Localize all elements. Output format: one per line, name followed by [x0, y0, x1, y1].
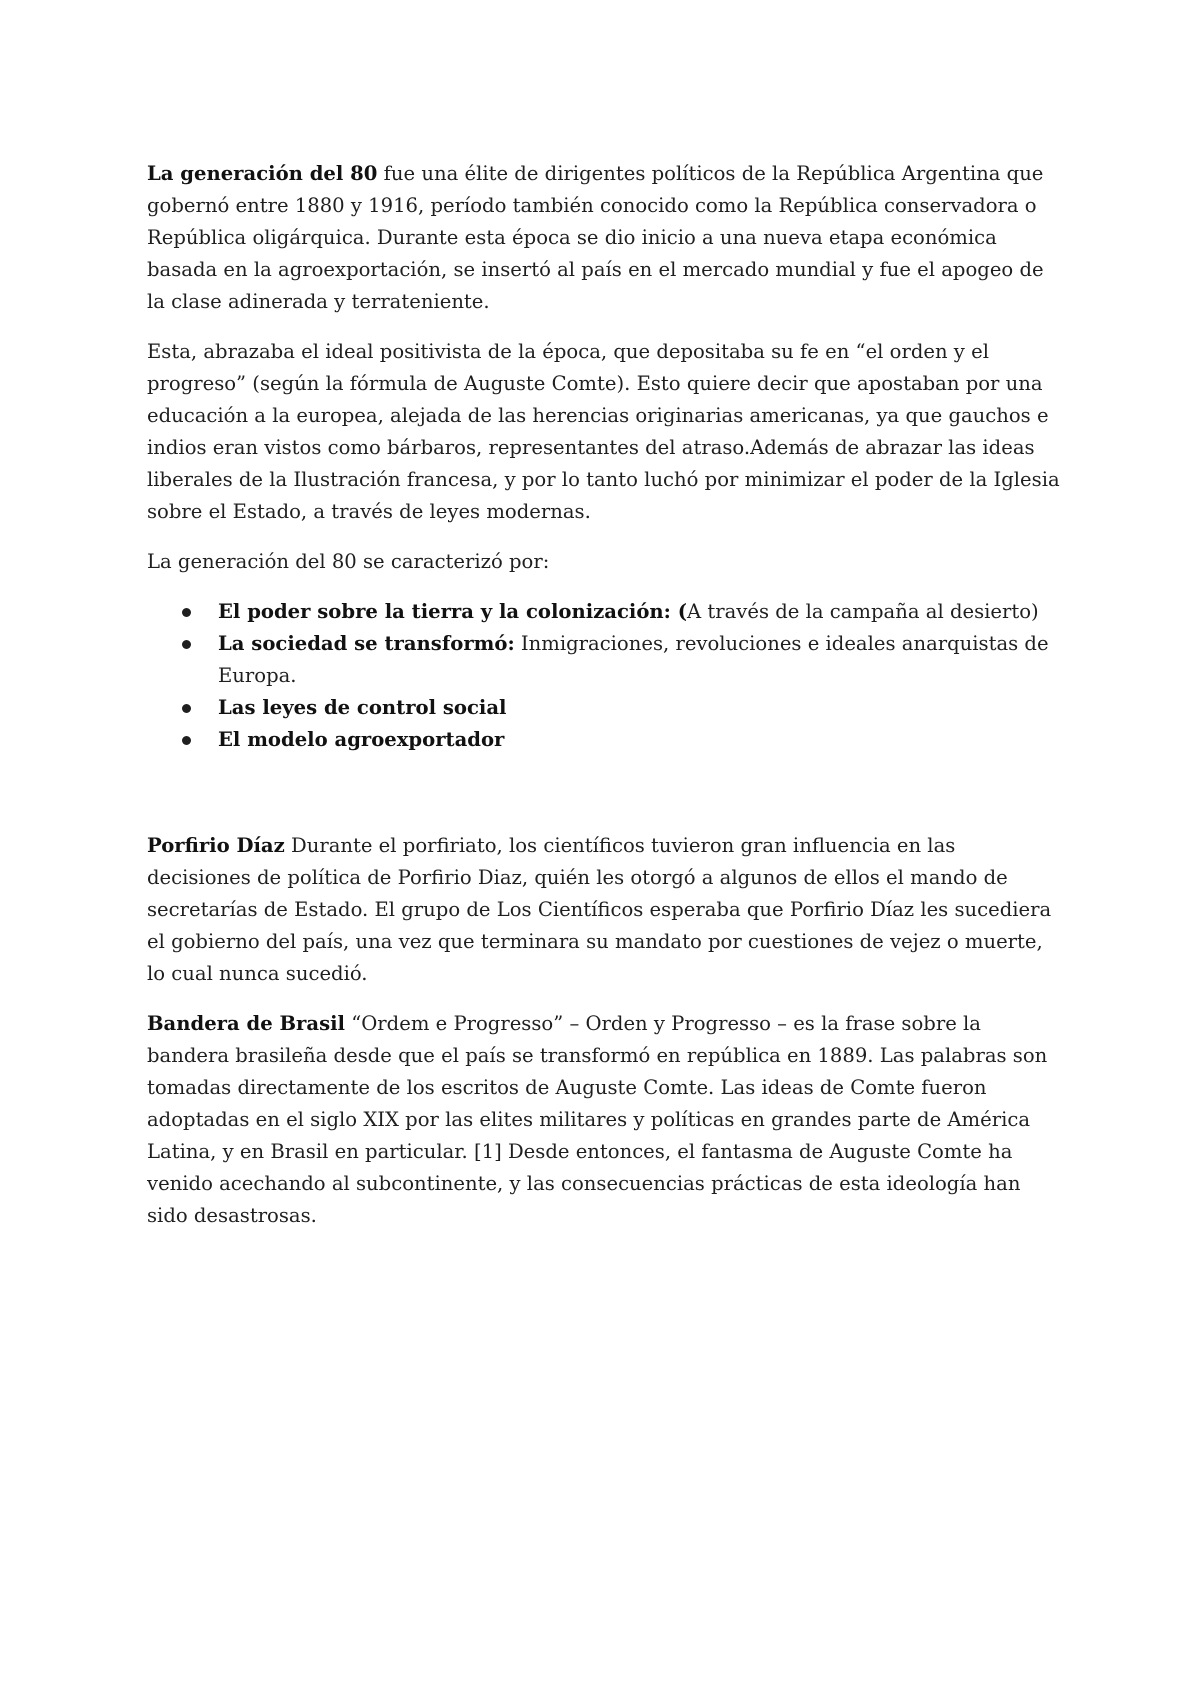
paragraph-positivismo [147, 336, 1062, 528]
list-item-text: A través de la campaña al desierto) [686, 600, 1039, 623]
paragraph-lead-bold: Bandera de Brasil [147, 1012, 345, 1035]
bullet-icon [182, 608, 191, 617]
bullet-icon [182, 640, 191, 649]
list-item [218, 724, 1062, 756]
list-item-bold: El poder sobre la tierra y la colonización: ( [218, 600, 687, 623]
document-page [147, 158, 1062, 1250]
characteristics-list [147, 596, 1062, 756]
list-item [218, 692, 1062, 724]
section-spacer [147, 756, 1062, 830]
paragraph-text: Durante el porfiriato, los científicos tuvieron gran influencia en las decisiones de política de Porfirio Diaz, quién les otorgó a algunos de ellos el mando de secretarías de Estado. El grupo de Los Científicos esperaba que Porfirio Díaz les sucediera el gobierno del país, una vez que terminara su mandato por cuestiones de vejez o muerte, lo cual nunca sucedió. [147, 834, 1052, 985]
list-item [218, 628, 1062, 692]
list-item-bold: Las leyes de control social [218, 696, 507, 719]
list-item-bold: El modelo agroexportador [218, 728, 505, 751]
paragraph-text: La generación del 80 se caracterizó por: [147, 550, 550, 573]
paragraph-lead-bold: La generación del 80 [147, 162, 378, 185]
paragraph-text: “Ordem e Progresso” – Orden y Progresso – es la frase sobre la bandera brasileña desde que el país se transformó en república en 1889. Las palabras son tomadas directamente de los escritos de Auguste Comte. Las ideas de Comte fueron adoptadas en el siglo XIX por las elites militares y políticas en grandes parte de América Latina, y en Brasil en particular. [1] Desde entonces, el fantasma de Auguste Comte ha venido acechando al subcontinente, y las consecuencias prácticas de esta ideología han sido desastrosas. [147, 1012, 1048, 1227]
bullet-icon [182, 704, 191, 713]
paragraph-text: Esta, abrazaba el ideal positivista de la época, que depositaba su fe en “el orden y el progreso” (según la fórmula de Auguste Comte). Esto quiere decir que apostaban por una educación a la europea, alejada de las herencias originarias americanas, ya que gauchos e indios eran vistos como bárbaros, representantes del atraso.Además de abrazar las ideas liberales de la Ilustración francesa, y por lo tanto luchó por minimizar el poder de la Iglesia sobre el Estado, a través de leyes modernas. [147, 340, 1060, 523]
paragraph-bandera-brasil [147, 1008, 1062, 1232]
paragraph-lead-bold: Porfirio Díaz [147, 834, 285, 857]
list-item [218, 596, 1062, 628]
paragraph-caracterizo [147, 546, 1062, 578]
paragraph-text: fue una élite de dirigentes políticos de la República Argentina que gobernó entre 1880 y 1916, período también conocido como la República conservadora o República oligárquica. Durante esta época se dio inicio a una nueva etapa económica basada en la agroexportación, se insertó al país en el mercado mundial y fue el apogeo de la clase adinerada y terrateniente. [147, 162, 1044, 313]
paragraph-porfirio-diaz [147, 830, 1062, 990]
paragraph-generacion-80 [147, 158, 1062, 318]
bullet-icon [182, 736, 191, 745]
list-item-text: Inmigraciones, revoluciones e ideales anarquistas de Europa. [218, 632, 1049, 687]
list-item-bold: La sociedad se transformó: [218, 632, 515, 655]
